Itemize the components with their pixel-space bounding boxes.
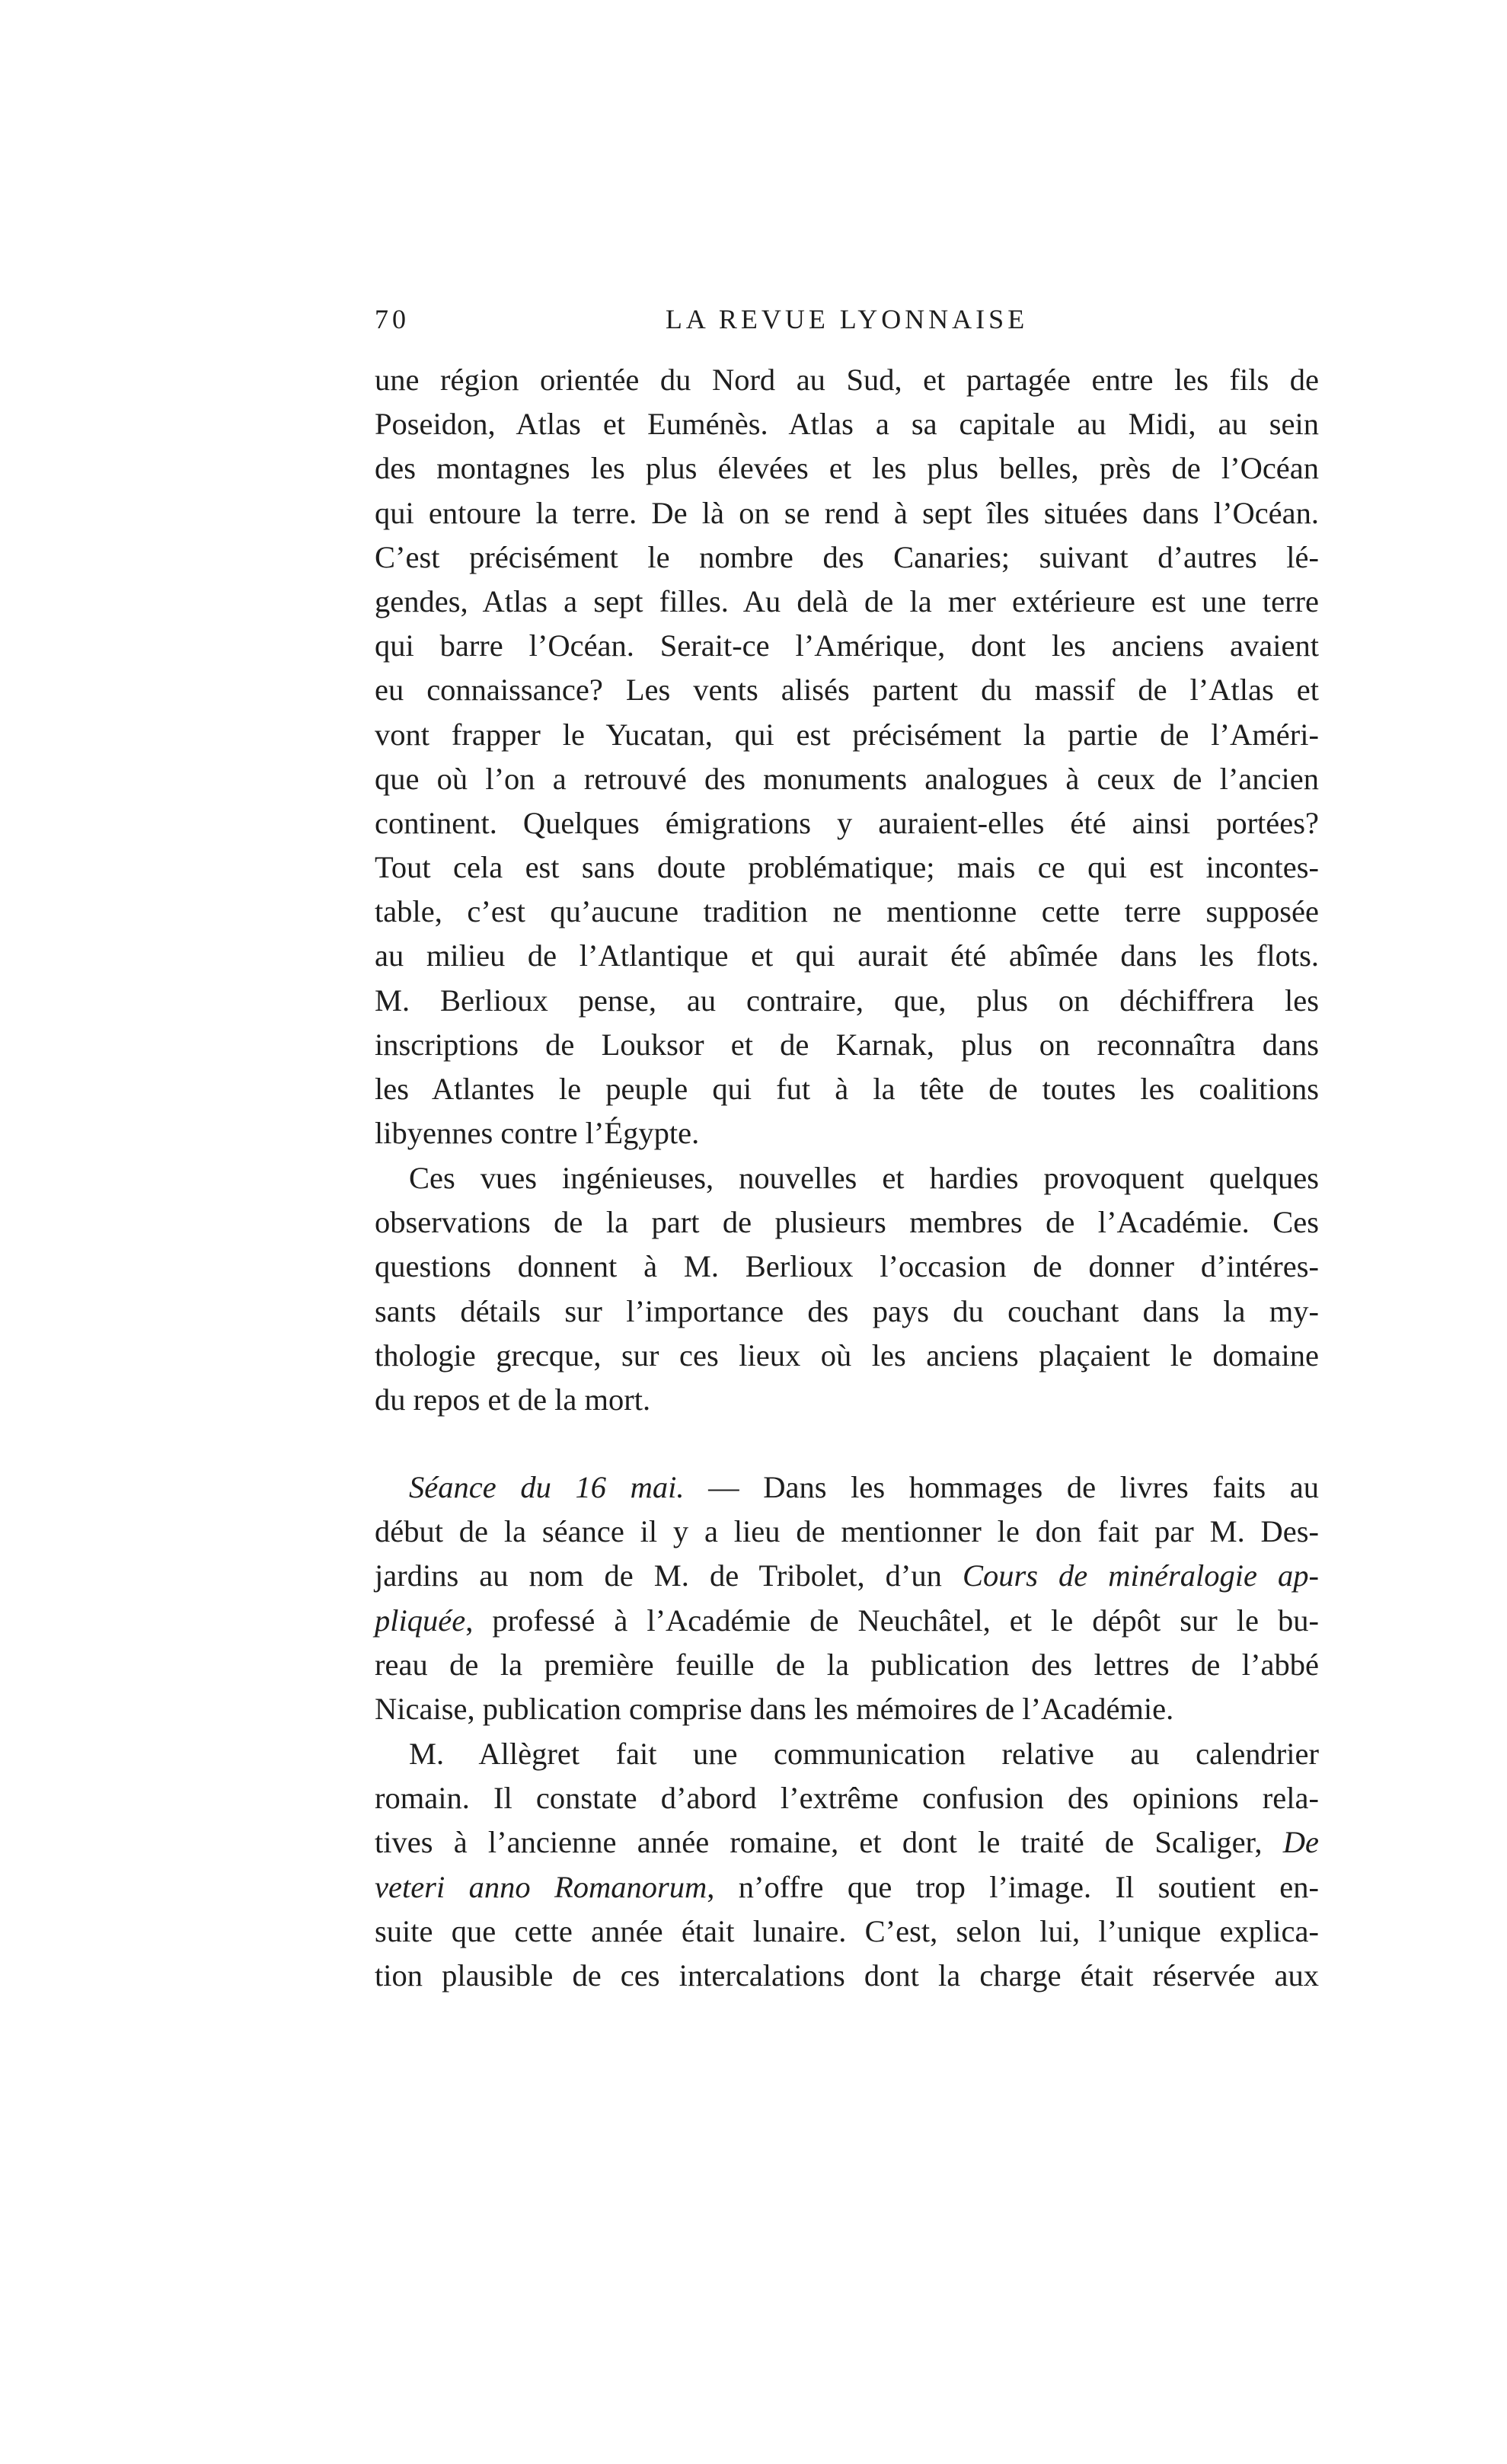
text-line	[375, 1554, 1319, 1598]
text-line: inscriptions de Louksor et de Karnak, plus on reconnaîtra dans	[375, 1027, 1319, 1062]
text-line: qui barre l’Océan. Serait-ce l’Amérique, dont les anciens avaient	[375, 628, 1319, 663]
text-line: M. Allègret fait une communication relative au calendrier	[409, 1737, 1319, 1771]
paragraph-calendrier	[375, 1732, 1319, 1998]
text-line: au milieu de l’Atlantique et qui aurait été abîmée dans les flots.	[375, 938, 1319, 973]
text-fragment: tives à l’ancienne année romaine, et dont le traité de Scaliger,	[375, 1825, 1283, 1860]
text-line: gendes, Atlas a sept filles. Au delà de la mer extérieure est une terre	[375, 583, 1319, 618]
text-line	[375, 1865, 1319, 1910]
text-line: du repos et de la mort.	[375, 1382, 651, 1417]
paragraph-atlantis	[375, 358, 1319, 1155]
text-line: que où l’on a retrouvé des monuments analogues à ceux de l’ancien	[375, 761, 1319, 796]
text-line: table, c’est qu’aucune tradition ne mentionne cette terre supposée	[375, 894, 1319, 929]
book-title-italic: pliquée	[375, 1603, 466, 1638]
seance-date-label: Séance du 16 mai.	[409, 1470, 685, 1504]
text-line: les Atlantes le peuple qui fut à la tête de toutes les coalitions	[375, 1072, 1319, 1106]
text-line: C’est précisément le nombre des Canaries; suivant d’autres lé-	[375, 539, 1319, 574]
text-line: observations de la part de plusieurs membres de l’Académie. Ces	[375, 1205, 1319, 1240]
text-line: questions donnent à M. Berlioux l’occasion de donner d’intéres-	[375, 1249, 1319, 1284]
text-line: M. Berlioux pense, au contraire, que, plus on déchiffrera les	[375, 983, 1319, 1018]
text-line: libyennes contre l’Égypte.	[375, 1116, 700, 1151]
text-line: sants détails sur l’importance des pays du couchant dans la my-	[375, 1293, 1319, 1328]
text-line: début de la séance il y a lieu de mentionner le don fait par M. Des-	[375, 1514, 1319, 1549]
paragraph-seance-16-mai	[375, 1465, 1319, 1731]
book-title-italic: De	[1282, 1825, 1319, 1860]
text-line: Tout cela est sans doute problématique; mais ce qui est incontes-	[375, 850, 1319, 885]
text-fragment: , professé à l’Académie de Neuchâtel, et le dépôt sur le bu-	[465, 1603, 1319, 1638]
page-header	[375, 303, 1319, 341]
text-line: tion plausible de ces intercalations dont la charge était réservée aux	[375, 1957, 1319, 1993]
text-line: reau de la première feuille de la publication des lettres de l’abbé	[375, 1647, 1319, 1682]
text-line: Ces vues ingénieuses, nouvelles et hardies provoquent quelques	[409, 1161, 1319, 1195]
paragraph-observations	[375, 1156, 1319, 1422]
running-title: LA REVUE LYONNAISE	[665, 304, 1029, 334]
text-fragment: jardins au nom de M. de Tribolet, d’un	[375, 1558, 963, 1593]
text-line: une région orientée du Nord au Sud, et partagée entre les fils de	[375, 363, 1319, 397]
text-line	[375, 1599, 1319, 1643]
text-line: des montagnes les plus élevées et les plus belles, près de l’Océan	[375, 451, 1319, 486]
text-line	[375, 1465, 1319, 1510]
text-fragment: — Dans les hommages de livres faits au	[684, 1470, 1319, 1504]
text-line: vont frapper le Yucatan, qui est précisément la partie de l’Améri-	[375, 717, 1319, 752]
book-title-italic: veteri anno Romanorum	[375, 1869, 707, 1904]
page-number: 70	[375, 304, 410, 334]
text-line: qui entoure la terre. De là on se rend à sept îles situées dans l’Océan.	[375, 495, 1319, 530]
text-line	[375, 1820, 1319, 1865]
text-line: eu connaissance? Les vents alisés partent du massif de l’Atlas et	[375, 673, 1319, 708]
text-line: suite que cette année était lunaire. C’est, selon lui, l’unique explica-	[375, 1913, 1319, 1948]
text-line: romain. Il constate d’abord l’extrême confusion des opinions rela-	[375, 1781, 1319, 1816]
text-line: Nicaise, publication comprise dans les mémoires de l’Académie.	[375, 1691, 1174, 1726]
text-line: Poseidon, Atlas et Euménès. Atlas a sa capitale au Midi, au sein	[375, 407, 1319, 442]
text-line: continent. Quelques émigrations y auraient-elles été ainsi portées?	[375, 805, 1319, 840]
book-title-italic: Cours de minéralogie ap-	[962, 1558, 1319, 1593]
text-line: thologie grecque, sur ces lieux où les anciens plaçaient le domaine	[375, 1337, 1319, 1373]
text-fragment: , n’offre que trop l’image. Il soutient en-	[707, 1869, 1319, 1904]
